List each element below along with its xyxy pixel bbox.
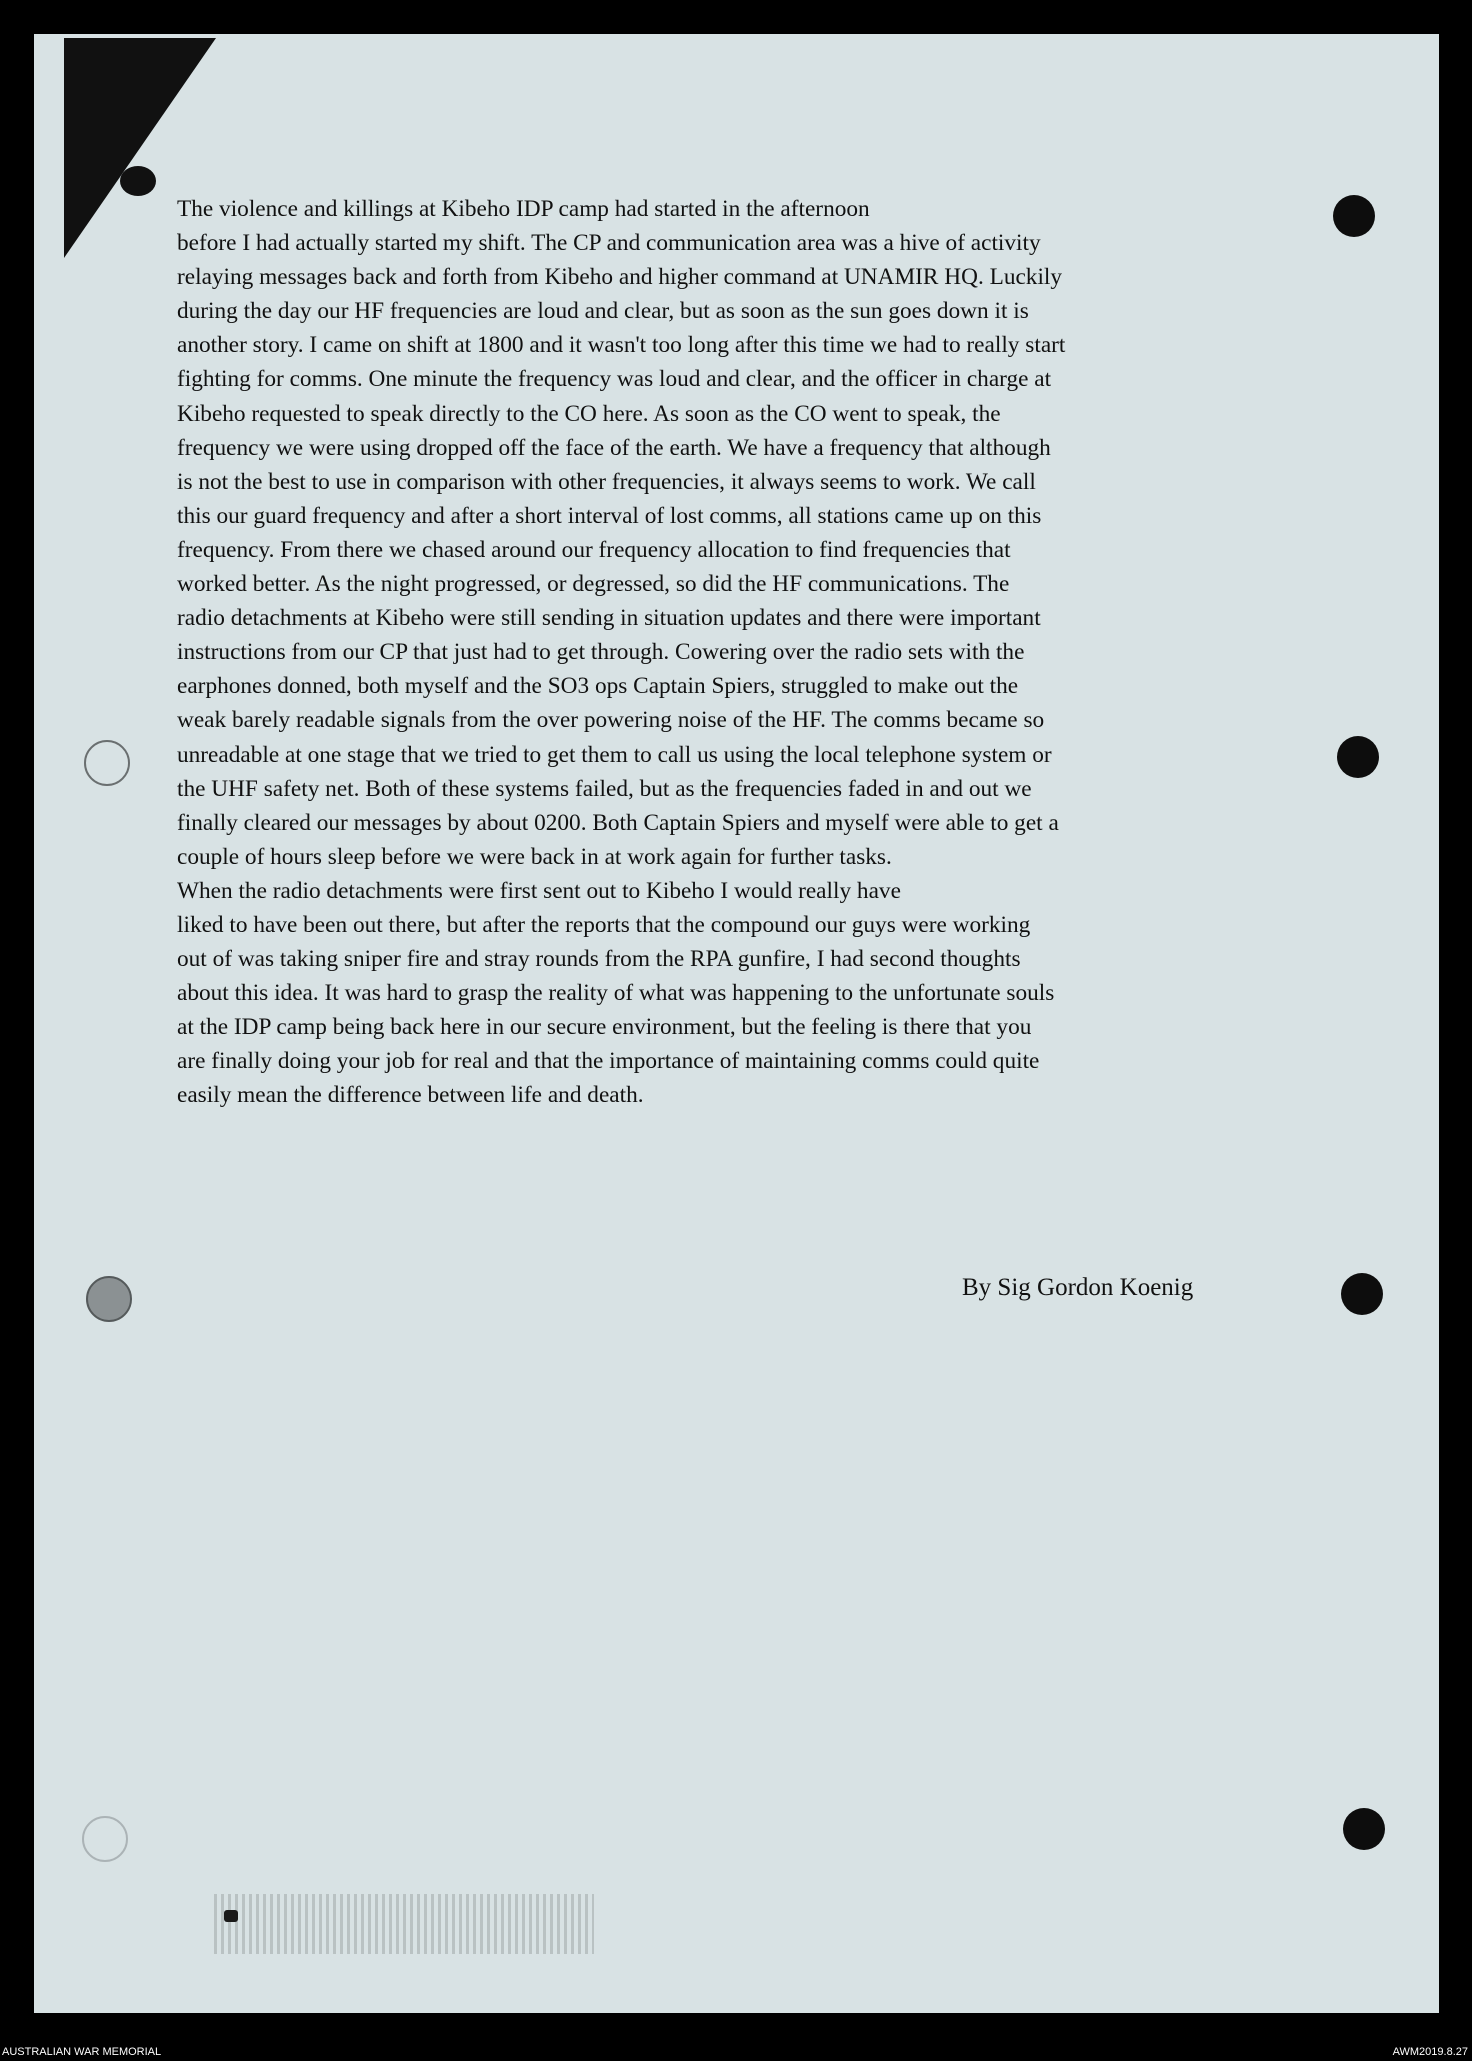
document-page bbox=[34, 34, 1439, 2013]
letter-body bbox=[177, 192, 1293, 1113]
scan-speck bbox=[224, 1910, 238, 1922]
footer-accession-number: AWM2019.8.27 bbox=[1392, 2046, 1468, 2058]
punch-hole-left-2 bbox=[86, 1276, 132, 1322]
punch-hole-left-3 bbox=[82, 1816, 128, 1862]
author-signature: By Sig Gordon Koenig bbox=[962, 1274, 1194, 1301]
footer-archive-name: AUSTRALIAN WAR MEMORIAL bbox=[2, 2046, 162, 2058]
paragraph-2: When the radio detachments were first sent out to Kibeho I would really have liked to have been out there, but after the reports that the compound our guys were working out of was taking sniper fire and stray rounds from the RPA gunfire, I had second thoughts about this idea. It was hard to grasp the reality of what was happening to the unfortunate souls at the IDP camp being back here in our secure environment, but the feeling is there that you are finally doing your job for real and that the importance of maintaining comms could quite easily mean the difference between life and death. bbox=[177, 877, 1055, 1109]
paragraph-1: The violence and killings at Kibeho IDP camp had started in the afternoon before I had actually started my shift. The CP and communication area was a hive of activity relaying messages back and forth from Kibeho and higher command at UNAMIR HQ. Luckily during the day our HF frequencies are loud and clear, but as soon as the sun goes down it is another story. I came on shift at 1800 and it wasn't too long after this time we had to really start fighting for comms. One minute the frequency was loud and clear, and the officer in charge at Kibeho requested to speak directly to the CO here. As soon as the CO went to speak, the frequency we were using dropped off the face of the earth. We have a frequency that although is not the best to use in comparison with other frequencies, it always seems to work. We call this our guard frequency and after a short interval of lost comms, all stations came up on this frequency. From there we chased around our frequency allocation to find frequencies that worked better. As the night progressed, or degressed, so did the HF communications. The radio detachments at Kibeho were still sending in situation updates and there were important instructions from our CP that just had to get through. Cowering over the radio sets with the earphones donned, both myself and the SO3 ops Captain Spiers, struggled to make out the weak barely readable signals from the over powering noise of the HF. The comms became so unreadable at one stage that we tried to get them to call us using the local telephone system or the UHF safety net. Both of these systems failed, but as the frequencies faded in and out we finally cleared our messages by about 0200. Both Captain Spiers and myself were able to get a couple of hours sleep before we were back in at work again for further tasks. bbox=[177, 196, 1066, 870]
scan-noise bbox=[214, 1894, 594, 1954]
punch-hole-left-1 bbox=[84, 740, 130, 786]
punch-hole-right-4 bbox=[1343, 1808, 1385, 1850]
corner-ink-blot bbox=[120, 166, 156, 196]
punch-hole-right-3 bbox=[1341, 1273, 1383, 1315]
punch-hole-right-1 bbox=[1333, 195, 1375, 237]
punch-hole-right-2 bbox=[1337, 736, 1379, 778]
